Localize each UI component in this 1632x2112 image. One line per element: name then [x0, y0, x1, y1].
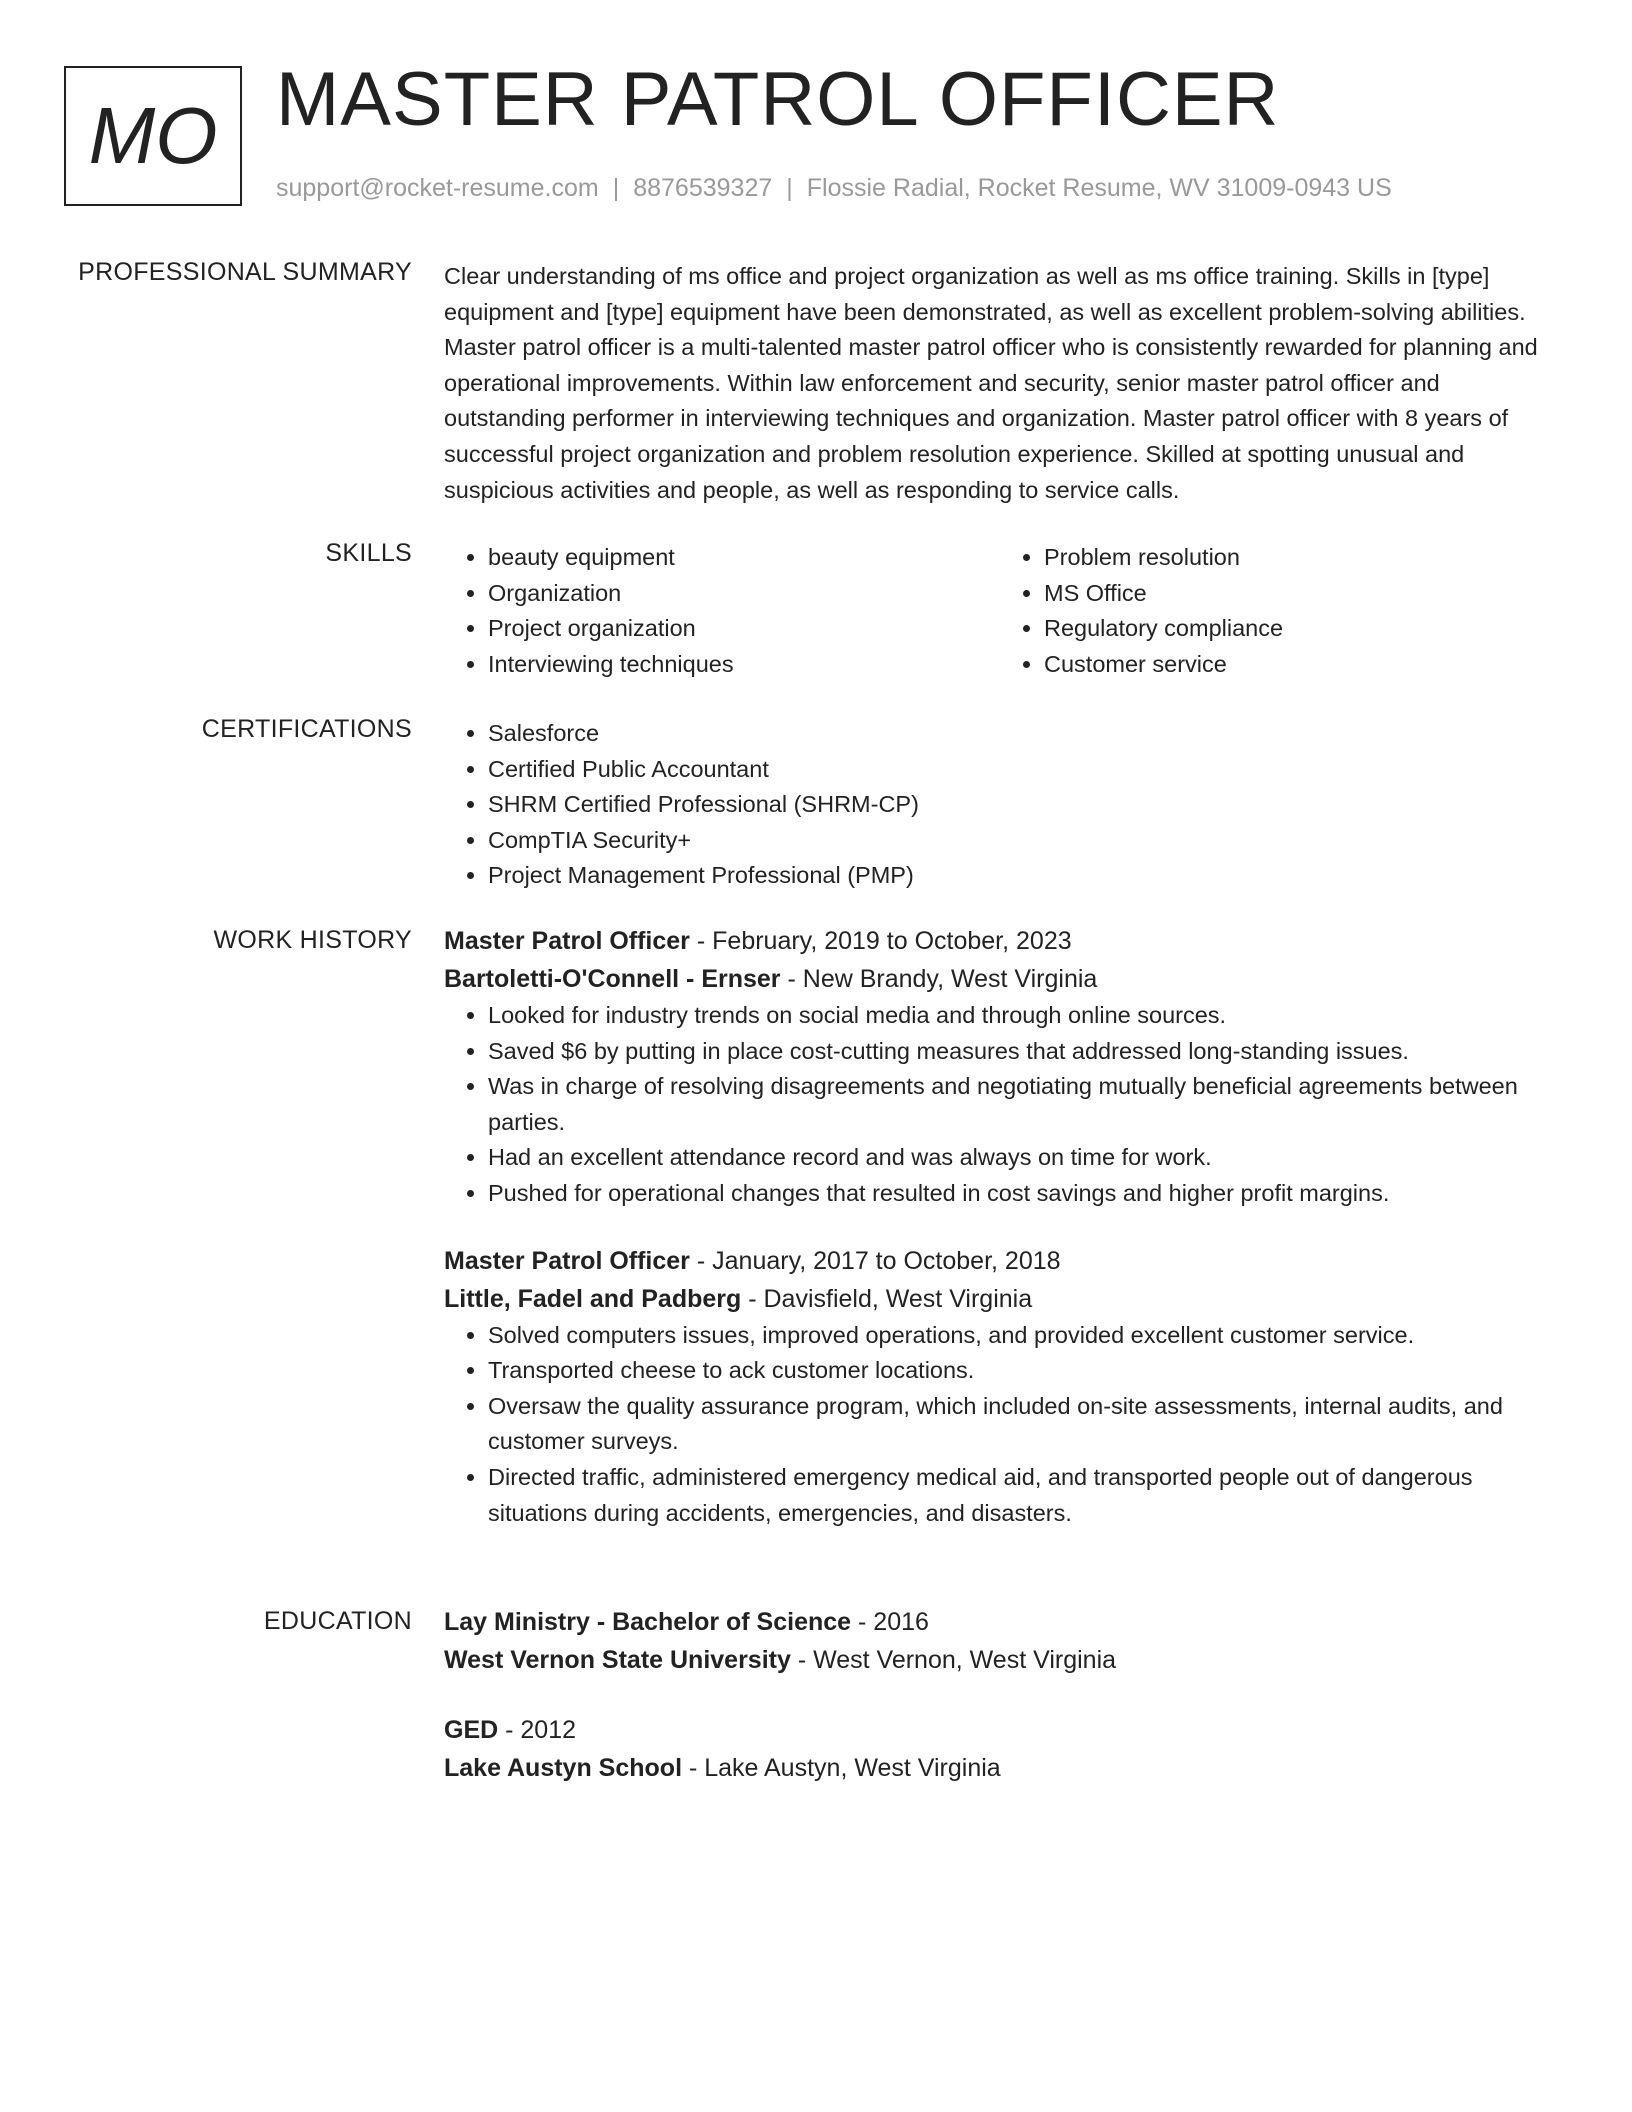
education-heading [444, 1711, 1556, 1749]
skill-item: • beauty equipment [488, 540, 1000, 576]
job-duty: • Solved computers issues, improved operations, and provided excellent customer service. [488, 1318, 1556, 1354]
certification-item: • CompTIA Security+ [488, 823, 1556, 859]
job-entry [444, 922, 1556, 1212]
section-label-certifications: CERTIFICATIONS [201, 715, 412, 743]
job-employer [444, 960, 1556, 998]
job-duty: • Was in charge of resolving disagreements and negotiating mutually beneficial agreements between parties. [488, 1069, 1556, 1140]
education-location: - Lake Austyn, West Virginia [682, 1754, 1001, 1782]
job-duty: • Pushed for operational changes that resulted in cost savings and higher profit margins. [488, 1176, 1556, 1212]
contact-line [276, 174, 1392, 203]
job-dates: - February, 2019 to October, 2023 [689, 927, 1072, 955]
job-title: Master Patrol Officer [444, 1246, 690, 1275]
job-employer [444, 1280, 1556, 1318]
job-duty: • Had an excellent attendance record and was always on time for work. [488, 1140, 1556, 1176]
education-entry [444, 1711, 1556, 1787]
contact-address: Flossie Radial, Rocket Resume, WV 31009-0943 US [806, 174, 1392, 202]
contact-email: support@rocket-resume.com [276, 174, 599, 202]
education-institution [444, 1749, 1556, 1787]
certifications-content [444, 716, 1556, 894]
contact-phone: 8876539327 [633, 174, 773, 202]
contact-separator: | [786, 174, 793, 202]
job-dates: - January, 2017 to October, 2018 [689, 1246, 1061, 1275]
certifications-list [444, 716, 1556, 894]
job-company: Little, Fadel and Padberg [444, 1284, 742, 1313]
monogram-badge: MO [64, 66, 242, 206]
job-heading [444, 1242, 1556, 1280]
skill-item: • Customer service [1044, 647, 1556, 683]
skill-item: • Regulatory compliance [1044, 611, 1556, 647]
job-location: - Davisfield, West Virginia [741, 1284, 1033, 1313]
resume-title: MASTER PATROL OFFICER [276, 57, 1280, 142]
certification-item: • SHRM Certified Professional (SHRM-CP) [488, 787, 1556, 823]
section-label-education: EDUCATION [263, 1607, 412, 1635]
work-history-content [444, 922, 1556, 1531]
education-degree: GED [444, 1716, 499, 1744]
skill-item: • Interviewing techniques [488, 647, 1000, 683]
job-heading [444, 922, 1556, 960]
job-duties-list [444, 1318, 1556, 1532]
job-company: Bartoletti-O'Connell - Ernser [444, 965, 781, 993]
job-entry [444, 1242, 1556, 1532]
education-school: Lake Austyn School [444, 1754, 683, 1782]
job-duty: • Saved $6 by putting in place cost-cutting measures that addressed long-standing issues. [488, 1034, 1556, 1070]
summary-content [444, 259, 1556, 508]
job-duty: • Oversaw the quality assurance program, which included on-site assessments, internal audits, and customer surveys. [488, 1389, 1556, 1460]
job-duty: • Transported cheese to ack customer locations. [488, 1353, 1556, 1389]
education-year: - 2016 [851, 1608, 929, 1636]
section-label-summary: PROFESSIONAL SUMMARY [78, 258, 412, 286]
skill-item: • Project organization [488, 611, 1000, 647]
section-label-skills: SKILLS [325, 539, 412, 567]
education-school: West Vernon State University [444, 1646, 791, 1674]
certification-item: • Project Management Professional (PMP) [488, 858, 1556, 894]
section-label-work-history: WORK HISTORY [213, 926, 412, 954]
education-content [444, 1603, 1556, 1787]
summary-text: Clear understanding of ms office and project organization as well as ms office training. Skills in [type] equipment and [type] equipment have been demonstrated, as well as excellent problem-solving abilities. Master patrol officer is a multi-talented master patrol officer who is consistently rewarded for planning and operational improvements. Within law enforcement and security, senior master patrol officer and outstanding performer in interviewing techniques and organization. Master patrol officer with 8 years of successful project organization and problem resolution experience. Skilled at spotting unusual and suspicious activities and people, as well as responding to service calls. [444, 263, 1538, 503]
education-institution [444, 1641, 1556, 1679]
education-entry [444, 1603, 1556, 1679]
job-location: - New Brandy, West Virginia [780, 965, 1098, 993]
education-heading [444, 1603, 1556, 1641]
education-location: - West Vernon, West Virginia [790, 1646, 1117, 1674]
skills-content [444, 540, 1556, 682]
contact-separator: | [612, 174, 620, 202]
skill-item: • MS Office [1044, 576, 1556, 612]
job-duty: • Directed traffic, administered emergency medical aid, and transported people out of dangerous situations during accidents, emergencies, and disasters. [488, 1460, 1556, 1531]
education-degree: Lay Ministry - Bachelor of Science [444, 1608, 852, 1636]
skills-list-left [444, 540, 1000, 682]
job-duties-list [444, 998, 1556, 1212]
job-duty: • Looked for industry trends on social media and through online sources. [488, 998, 1556, 1034]
skills-list-right [1000, 540, 1556, 682]
certification-item: • Certified Public Accountant [488, 752, 1556, 788]
skill-item: • Problem resolution [1044, 540, 1556, 576]
skill-item: • Organization [488, 576, 1000, 612]
education-year: - 2012 [498, 1716, 577, 1744]
job-title: Master Patrol Officer [444, 927, 690, 955]
certification-item: • Salesforce [488, 716, 1556, 752]
